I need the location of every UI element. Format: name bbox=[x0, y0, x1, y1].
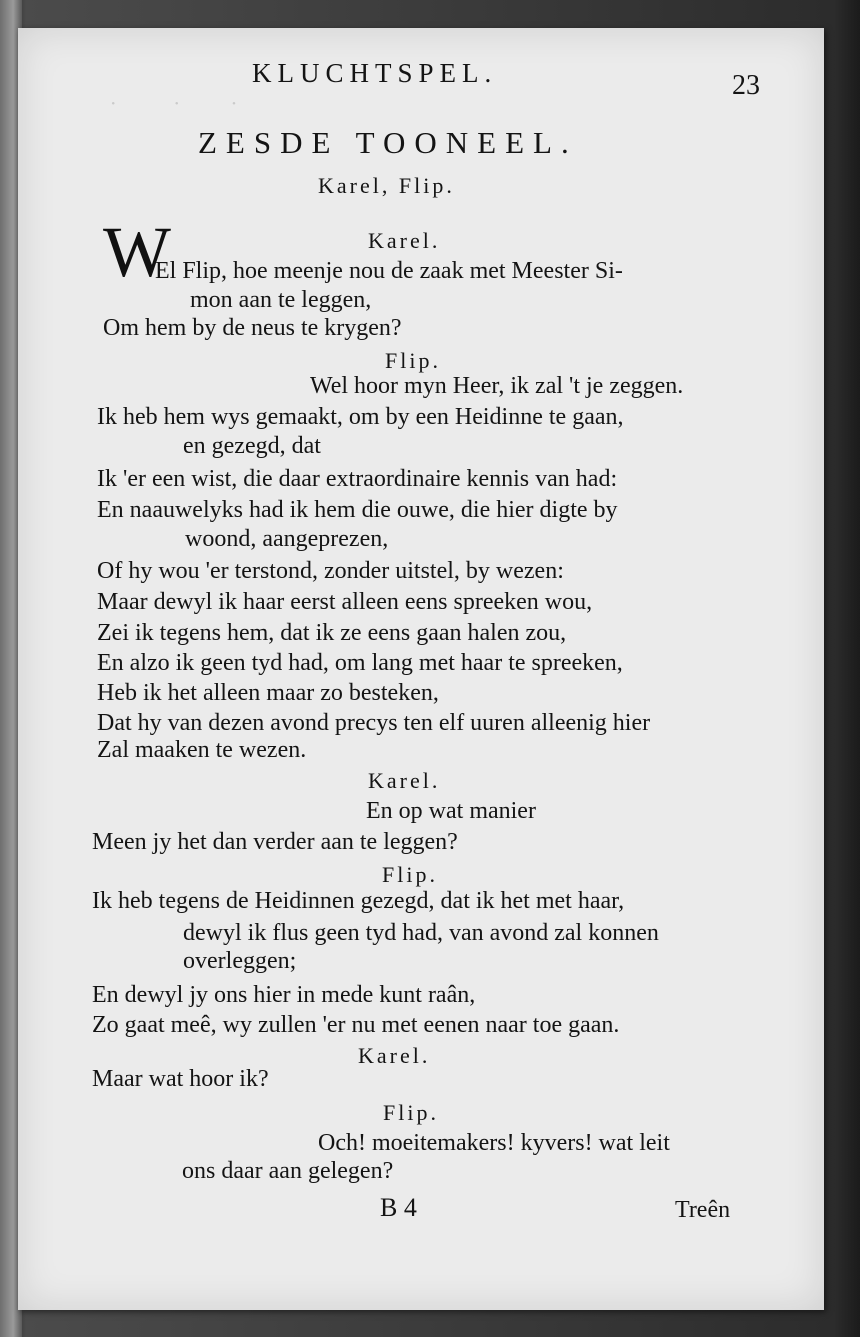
drop-cap: W bbox=[103, 212, 171, 292]
speaker-karel: Karel. bbox=[368, 768, 441, 793]
text-line: El Flip, hoe meenje nou de zaak met Meester Si- bbox=[155, 258, 623, 284]
text-line: en gezegd, dat bbox=[183, 433, 321, 459]
catchword: Treên bbox=[675, 1197, 731, 1223]
speaker-karel: Karel. bbox=[358, 1043, 431, 1068]
signature-mark: B 4 bbox=[380, 1193, 417, 1222]
text-line: Maar dewyl ik haar eerst alleen eens spreeken wou, bbox=[97, 589, 593, 615]
text-line: En alzo ik geen tyd had, om lang met haar te spreeken, bbox=[97, 650, 623, 676]
text-line: En op wat manier bbox=[366, 798, 536, 824]
text-line: En dewyl jy ons hier in mede kunt raân, bbox=[92, 982, 476, 1008]
text-line: ons daar aan gelegen? bbox=[182, 1158, 394, 1184]
page-number: 23 bbox=[732, 70, 760, 101]
text-line: Of hy wou 'er terstond, zonder uitstel, by wezen: bbox=[97, 558, 564, 584]
scene-title: ZESDE TOONEEL. bbox=[198, 125, 578, 160]
text-line: Om hem by de neus te krygen? bbox=[103, 315, 402, 341]
text-line: Ik heb hem wys gemaakt, om by een Heidinne te gaan, bbox=[97, 404, 624, 430]
text-line: Ik 'er een wist, die daar extraordinaire kennis van had: bbox=[97, 466, 618, 492]
show-through-decoration: · · · bbox=[110, 91, 314, 115]
text-line: Heb ik het alleen maar zo besteken, bbox=[97, 680, 439, 706]
speaker-karel: Karel. bbox=[368, 228, 441, 253]
text-line: dewyl ik flus geen tyd had, van avond zal konnen bbox=[183, 920, 659, 946]
text-line: Maar wat hoor ik? bbox=[92, 1066, 269, 1092]
text-line: overleggen; bbox=[183, 948, 297, 974]
text-line: Ik heb tegens de Heidinnen gezegd, dat ik het met haar, bbox=[92, 888, 625, 914]
text-line: Wel hoor myn Heer, ik zal 't je zeggen. bbox=[310, 373, 684, 399]
text-line: Meen jy het dan verder aan te leggen? bbox=[92, 829, 458, 855]
persons-list: Karel, Flip. bbox=[318, 173, 455, 198]
text-line: Och! moeitemakers! kyvers! wat leit bbox=[318, 1130, 670, 1156]
speaker-flip: Flip. bbox=[385, 348, 441, 373]
text-line: woond, aangeprezen, bbox=[185, 526, 389, 552]
text-line: Dat hy van dezen avond precys ten elf uuren alleenig hier bbox=[97, 710, 651, 736]
text-line: mon aan te leggen, bbox=[190, 287, 372, 313]
running-head: KLUCHTSPEL. bbox=[252, 58, 498, 88]
text-line: Zo gaat meê, wy zullen 'er nu met eenen naar toe gaan. bbox=[92, 1012, 620, 1038]
speaker-flip: Flip. bbox=[382, 862, 438, 887]
text-line: Zal maaken te wezen. bbox=[97, 737, 307, 763]
text-line: En naauwelyks had ik hem die ouwe, die hier digte by bbox=[97, 497, 618, 523]
speaker-flip: Flip. bbox=[383, 1100, 439, 1125]
text-line: Zei ik tegens hem, dat ik ze eens gaan halen zou, bbox=[97, 620, 567, 646]
